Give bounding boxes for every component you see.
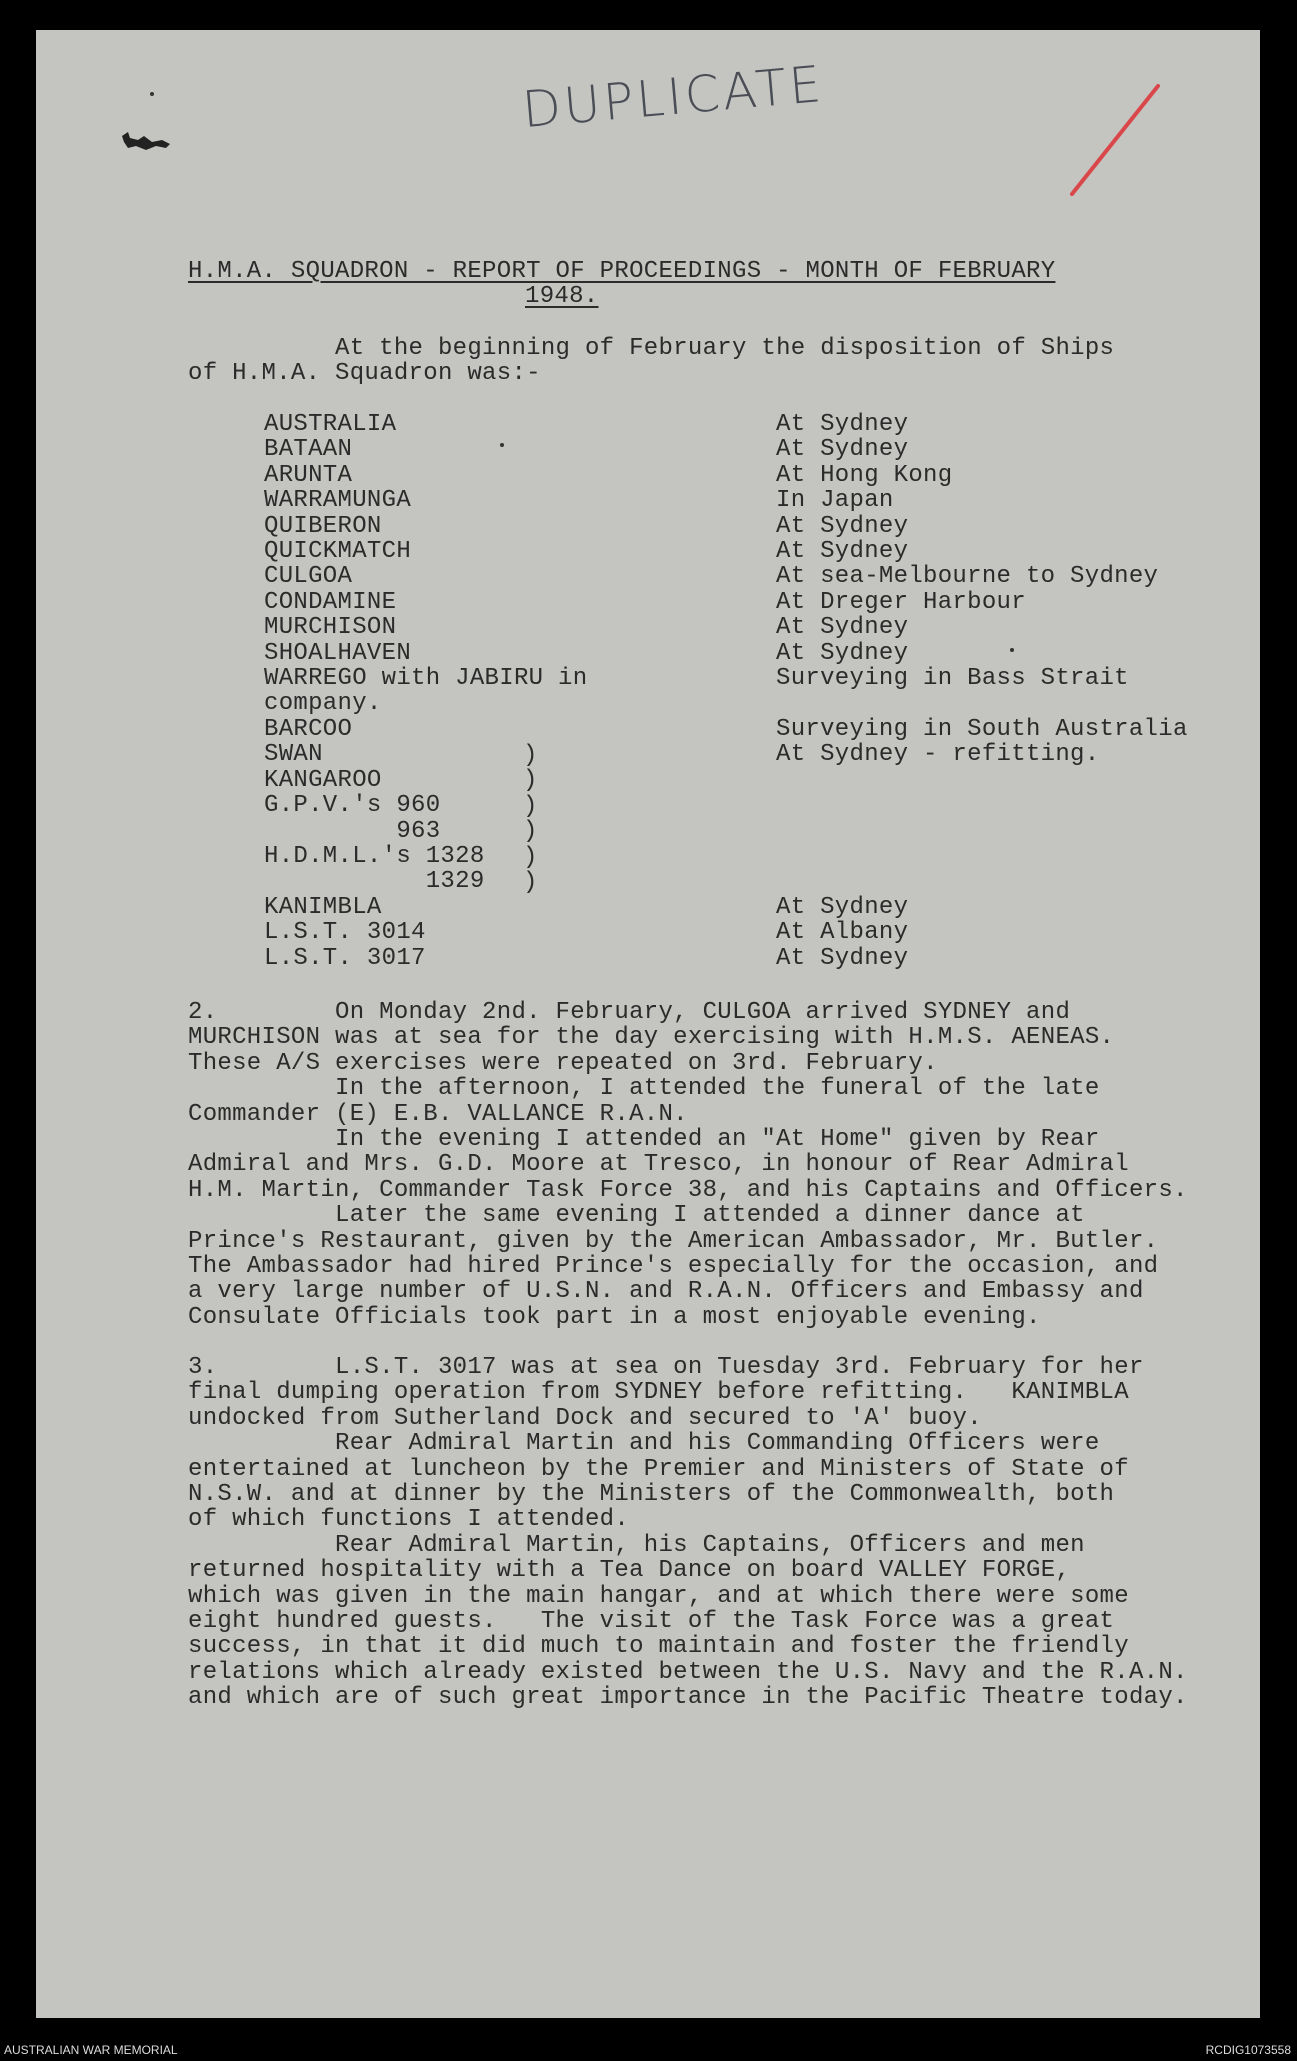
ink-blot xyxy=(118,128,176,154)
ship-locations-column: At Sydney At Sydney At Hong Kong In Japan At Sydney At Sydney At sea-Melbourne to Sydney At Dreger Harbour At Sydney At Sydney Surveying in Bass Strait Surveying in South Australia At Sydney - refitting. At Sydney At Albany At Sydney xyxy=(776,411,1188,972)
grouping-bracket: ) ) ) ) ) ) xyxy=(523,742,538,897)
intro-paragraph: At the beginning of February the disposition of Ships of H.M.A. Squadron was:- xyxy=(188,335,1115,388)
speck xyxy=(150,92,154,96)
footer-institution: AUSTRALIAN WAR MEMORIAL xyxy=(4,2043,178,2057)
red-pencil-mark xyxy=(1058,82,1168,202)
report-year: 1948. xyxy=(525,283,599,310)
report-title: H.M.A. SQUADRON - REPORT OF PROCEEDINGS - MONTH OF FEBRUARY xyxy=(188,258,1056,285)
paragraph-3: 3. L.S.T. 3017 was at sea on Tuesday 3rd. February for her final dumping operation from SYDNEY before refitting. KANIMBLA undocked from Sutherland Dock and secured to 'A' buoy. Rear Admiral Martin and his Commanding Officers were entertained at luncheon by the Premier and Ministers of State of N.S.W. and at dinner by the Ministers of the Commonwealth, both of which functions I attended. Rear Admiral Martin, his Captains, Officers and men returned hospitality with a Tea Dance on board VALLEY FORGE, which was given in the main hangar, and at which there were some eight hundred guests. The visit of the Task Force was a great success, in that it did much to maintain and foster the friendly relations which already existed between the U.S. Navy and the R.A.N. and which are of such great importance in the Pacific Theatre today. xyxy=(188,1354,1188,1712)
duplicate-annotation: DUPLICATE xyxy=(520,54,827,140)
paragraph-2: 2. On Monday 2nd. February, CULGOA arrived SYDNEY and MURCHISON was at sea for the day exercising with H.M.S. AENEAS. These A/S exercises were repeated on 3rd. February. In the afternoon, I attended the funeral of the late Commander (E) E.B. VALLANCE R.A.N. In the evening I attended an "At Home" given by Rear Admiral and Mrs. G.D. Moore at Tresco, in honour of Rear Admiral H.M. Martin, Commander Task Force 38, and his Captains and Officers. Later the same evening I attended a dinner dance at Prince's Restaurant, given by the American Ambassador, Mr. Butler. The Ambassador had hired Prince's especially for the occasion, and a very large number of U.S.N. and R.A.N. Officers and Embassy and Consulate Officials took part in a most enjoyable evening. xyxy=(188,999,1188,1331)
footer-record-id: RCDIG1073558 xyxy=(1205,2043,1291,2057)
ship-names-column: AUSTRALIA BATAAN ARUNTA WARRAMUNGA QUIBERON QUICKMATCH CULGOA CONDAMINE MURCHISON SHOALHAVEN WARREGO with JABIRU in company. BARCOO SWAN KANGAROO G.P.V.'s 960 963 H.D.M.L.'s 1328 1329 KANIMBLA L.S.T. 3014 L.S.T. 3017 xyxy=(264,411,588,972)
